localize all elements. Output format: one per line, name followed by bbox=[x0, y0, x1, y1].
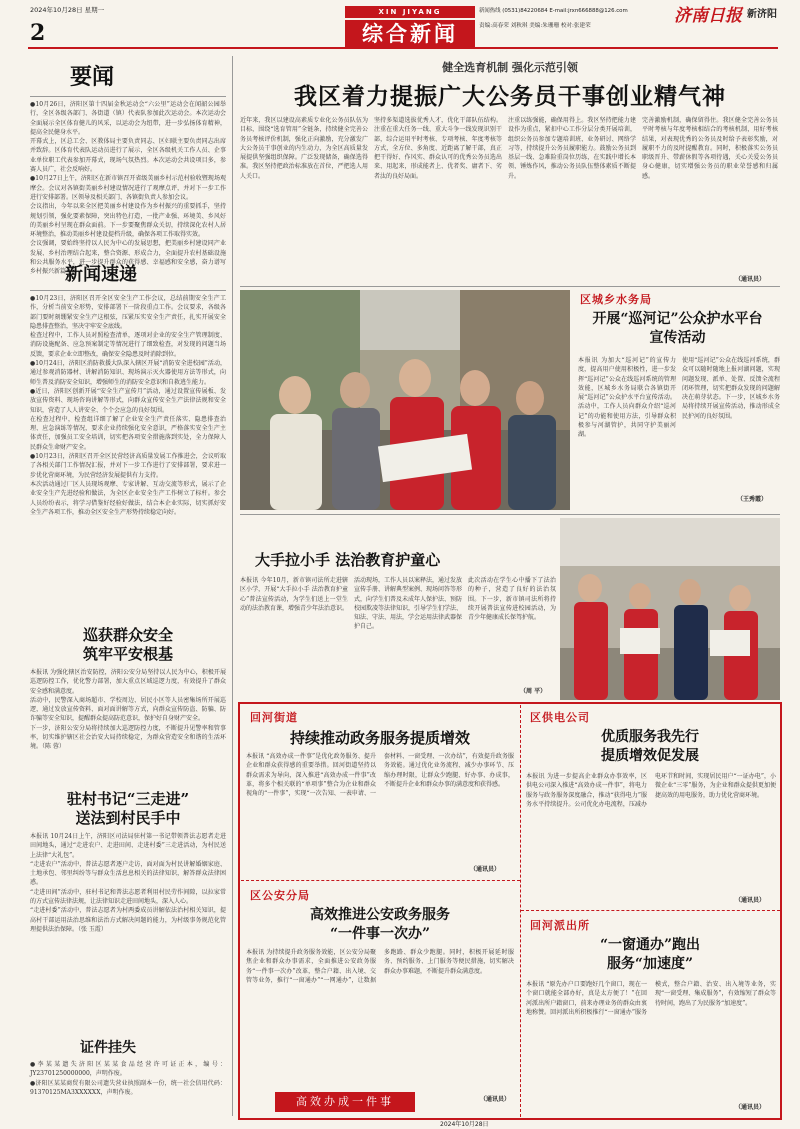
zhengjian-title: 证件挂失 bbox=[80, 1040, 136, 1056]
lead-headline: 我区着力提振广大公务员干事创业精气神 bbox=[294, 83, 726, 110]
shuiwu-title: 开展“巡河记”公众护水平台 宣传活动 bbox=[592, 311, 763, 346]
lead-kicker: 健全选育机制 强化示范引领 bbox=[442, 61, 578, 74]
xinwen-body: ●10月23日，济阳区召开全区安全生产工作会议，总结前期安全生产工作，分析当前安全形势，安排部署下一阶段重点工作。会议要求，各级各部门要时刻绷紧安全生产这根弦，压紧压实安全生产责任，扎实开展安全隐患排查整治，坚决守牢安全底线。 检查过程中，工作人员对照检查清单，逐项对企业的安全生产管理制度、消防设施配备、应急预案制定等情况进行了细致检查，对发现的问题当场反馈，要求企业立即整改，确保安全隐患及时消除到位。 ●10月24日，济阳区消防救援大队深入辖区开展“消防安全进校园”活动，通过参观消防器材、讲解消防知识、现场演示灭火器使用方法等形式，向师生普及消防安全知识，增强师生的消防安全意识和自救逃生能力。 ●近日，济阳区创新开展“安全生产宣传月”活动，通过设置宣传展板、发放宣传资料、现场咨询讲解等形式，向群众宣传安全生产法律法规和安全知识，营造了人人讲安全、个个会应急的良好氛围。 在检查过程中，检查组详细了解了企业安全生产责任落实、隐患排查治理、应急演练等情况，要求企业持续强化安全意识，严格落实安全生产主体责任，加强员工安全培训，切实把各项安全措施落到实处，全力保障人民群众生命财产安全。 ●10月23日，济阳区召开全区民营经济高质量发展工作推进会，会议听取了各相关部门工作情况汇报，并对下一步工作进行了安排部署，要求进一步优化营商环境，为民营经济发展提供有力支持。 本次活动通过厂区人员现场观摩、专家讲解、互动交流等形式，展示了企业安全生产先进经验和做法，为全区企业安全生产工作树立了标杆。参会人员纷纷表示，将学习借鉴好经验好做法，结合本企业实际，切实抓好安全生产各项工作，推动全区安全生产形势持续稳定向好。 bbox=[30, 295, 226, 516]
huihe-body: 本报讯 “高效办成一件事”是优化政务服务、提升企业和群众获得感的重要举措。回河街道坚持以群众需求为导向，深入推进“高效办成一件事”改革，将多个相关联的“单项事”整合为企业和群众视角的“一件事”，实现“一次告知、一表申请、一套材料、一窗受理、一次办结”，有效提升政务服务效能。通过优化业务流程、减少办事环节、压缩办理时限，让群众少跑腿、好办事、办成事，不断提升企业和群众办事的满意度和获得感。 bbox=[246, 753, 514, 798]
divider bbox=[240, 514, 780, 515]
paper-name: 济南日报 bbox=[674, 6, 742, 26]
fazhi-col-2: 活动现场，工作人员以案释法，通过发放宣传手册、讲解典型案例、现场问答等形式，向学生们普及未成年人保护法、预防校园欺凌等法律知识，引导学生们学法、知法、守法、用法，学会运用法律武器保护自己。 bbox=[354, 577, 463, 631]
paper-sub: 新济阳 bbox=[747, 9, 777, 20]
lead-author: （通讯员） bbox=[735, 276, 766, 283]
efficiency-banner: 高效办成一件事 bbox=[275, 1092, 415, 1112]
huihe-author: （通讯员） bbox=[470, 866, 501, 873]
lead-col-3: 注重以练强能，确保用得上。我区坚持把能力建设作为重点，紧扣中心工作分层分类开展培训，组织公务员参加专题培训班、业务研讨、网络学习等，持续提升公务员履职能力。鼓励公务员到基层一线、急难险重岗位历练，在实践中增长本领、锤炼作风，推动公务员队伍整体素质不断提升。 bbox=[508, 117, 636, 180]
hotline: 新闻热线 (0531)84220684 E-mail:jrxn666888@126.com bbox=[479, 8, 628, 14]
huihe-pcs-title: “一窗通办”跑出 服务“加速度” bbox=[599, 937, 701, 972]
xunji-title: 巡获群众安全 筑牢平安根基 bbox=[82, 626, 173, 663]
shuiwu-col-1: 本报讯 为加大“巡河记”的宣传力度，提高用户使用积极性，进一步发挥“巡河记”公众在线巡河系统的管理效能，区城乡水务局联合各镇街开展“巡河记”公众护水平台宣传活动。活动中，工作人员向群众介绍“巡河记”的功能和使用方法，引导群众积极参与河湖管护，共同守护美丽河湖。 bbox=[578, 357, 676, 439]
fazhi-photo-graphic bbox=[560, 518, 780, 700]
page-number: 2 bbox=[30, 20, 46, 46]
fazhi-photo bbox=[560, 518, 780, 700]
fazhi-col-3: 此次活动在学生心中播下了法治的种子，营造了良好的法治氛围。下一步，新市镇司法所将持续开展普法宣传进校园活动，为青少年健康成长保驾护航。 bbox=[468, 577, 556, 622]
shuiwu-author: （王秀霞） bbox=[737, 496, 768, 503]
fazhi-col-1: 本报讯 今年10月，新市镇司法所走进辖区小学，开展“大手拉小手 法治教育护童心”普法宣传活动，为学生们送上一堂生动的法治教育课，增强青少年法治意识。 bbox=[240, 577, 349, 612]
staff: 责编:高春荣 刘秋琪 美编:朱珊珊 校对:张建荣 bbox=[479, 23, 591, 29]
huihe-org: 回河街道 bbox=[250, 711, 298, 724]
zhucun-title: 驻村书记“三走进” 送法到村民手中 bbox=[66, 790, 190, 827]
yaowen-title: 要闻 bbox=[70, 64, 115, 90]
gongdian-org: 区供电公司 bbox=[530, 711, 590, 724]
huihe-pcs-body: 本报讯 “原先办户口要跑好几个窗口，现在一个窗口就能全部办好，真是太方便了！”在回河派出所户籍窗口，前来办理业务的群众由衷地称赞。回河派出所积极推行“一窗通办”服务模式，整合户籍、治安、出入境等业务，实现“一窗受理、集成服务”，有效缩短了群众等待时间，跑出了为民服务“加速度”。 bbox=[526, 981, 776, 1016]
divider bbox=[30, 290, 226, 291]
lead-col-2: 坚持多渠道选拔优秀人才，优化干部队伍结构。注重在重大任务一线、重大斗争一线发现识别干部，综合运用平时考核、专项考核、年度考核等方式，全方位、多角度、近距离了解干部，真正把干得好、作风实、群众认可的优秀公务员选出来、用起来，形成能者上、优者奖、庸者下、劣者汰的良好局面。 bbox=[374, 117, 502, 180]
shuiwu-org: 区城乡水务局 bbox=[580, 293, 652, 306]
yaowen-body: ●10月26日，济阳区第十四届金秋运动会“六公里”运动会在闻韶公园举行，全区各级各部门、各街道（镇）代表队参加此次运动会。本次运动会全面展示全区体育健儿的风采，以运动会为纽带，进一步弘扬体育精神，提高全民健身水平。 开幕式上，区总工会、区教体局主要负责同志、区妇联主要负责同志出席并致辞。区体育代表队运动员进行了展示，全区各级机关工作人员、企事业单位职工代表参加开幕式，现场气氛热烈。本次运动会共设项目多，参赛人员广，社会反响好。 ●10月27日上午，济阳区在新市镇召开省级美丽乡村示范村验收暨现场观摩会。会议对各镇街美丽乡村建设情况进行了观摩点评，并对下一步工作进行安排部署。区领导及相关部门、各镇街负责人参加会议。 会议指出，今年以来全区把美丽乡村建设作为乡村振兴的重要抓手，坚持规划引领，强化要素保障，突出特色打造，一批产业强、环境美、乡风好的美丽乡村呈现在群众面前。下一步要聚焦群众关切，持续深化农村人居环境整治，推动美丽乡村建设提档升级，确保各项工作取得实效。 会议强调，要始终坚持以人民为中心的发展思想，把美丽乡村建设同产业发展、乡村治理结合起来，整合资源、形成合力，全面提升农村基础设施和公共服务水平，进一步提升群众的获得感、幸福感和安全感，奋力谱写乡村振兴新篇章。 bbox=[30, 101, 226, 276]
column-rule bbox=[232, 56, 233, 1116]
zhengjian-body: ●李某某遗失济阳区某某食品经营许可证正本，编号：JY23701250000000，声明作废。 ●济阳区某某商贸有限公司遗失营业执照副本一份，统一社会信用代码：91370125MA3XXXXXX，声明作废。 bbox=[30, 1061, 226, 1096]
gongdian-body: 本报讯 为进一步提高企业群众办事效率，区供电公司深入推进“高效办成一件事”，将电力服务与政务服务深度融合，推动“获得电力”服务水平持续提升。公司优化办电流程，压减办电环节和时间，实现居民用户“一证办电”，小微企业“三零”服务，为企业和群众提供更加便捷高效的用电服务，助力优化营商环境。 bbox=[526, 773, 776, 808]
gongan-author: （通讯员） bbox=[480, 1096, 511, 1103]
huihe-pcs-author: （通讯员） bbox=[735, 1104, 766, 1111]
gongdian-title: 优质服务我先行 提质增效促发展 bbox=[601, 729, 699, 764]
lead-col-4: 完善激励机制，确保留得住。我区健全完善公务员平时考核与年度考核相结合的考核机制，用好考核结果，对表现优秀的公务员及时给予表彰奖励，对履职不力的及时提醒教育。同时，积极落实公务员职级晋升、带薪休假等各项待遇，关心关爱公务员身心健康，切实增强公务员的职业荣誉感和归属感。 bbox=[642, 117, 778, 180]
zhucun-body: 本报讯 10月24日上午，济阳区司法局驻村第一书记带领普法志愿者走进田间地头，通过“走进农户、走进田间、走进村委”三走进活动，为村民送上法律“大礼包”。 “走进农户”活动中，普法志愿者逐户走访，面对面为村民讲解婚姻家庭、土地承包、邻里纠纷等与群众生活息息相关的法律知识，解答群众法律困惑。 “走进田间”活动中，驻村书记和普法志愿者利用村民劳作间隙，以拉家常的方式宣传法律法规，让法律知识走进田间地头，深入人心。 “走进村委”活动中，普法志愿者为村两委成员讲解依法治村相关知识，提高村干部运用法治思维和法治方式解决问题的能力，为村级事务规范化管理提供法治保障。（张 玉霞） bbox=[30, 833, 226, 933]
issue-date: 2024年10月28日 星期一 bbox=[30, 6, 105, 14]
box-divider-h bbox=[521, 910, 780, 911]
divider bbox=[30, 96, 226, 97]
shuiwu-photo bbox=[240, 290, 570, 510]
fazhi-author: （周 平） bbox=[520, 688, 547, 695]
xinwen-title: 新闻速递 bbox=[65, 264, 137, 285]
footer-date: 2024年10月28日 bbox=[440, 1121, 489, 1128]
shuiwu-col-2: 使用“巡河记”公众在线巡河系统，群众可以随时随地上报河湖问题，实现问题发现、派单、处置、反馈全流程闭环管理，切实把群众发现的问题解决在萌芽状态。下一步，区城乡水务局将持续开展宣传活动，推动形成全民护河的良好氛围。 bbox=[682, 357, 780, 420]
masthead-rule bbox=[28, 47, 778, 49]
section-title: 综合新闻 bbox=[345, 20, 475, 48]
gongdian-author: （通讯员） bbox=[735, 897, 766, 904]
box-divider-v bbox=[520, 705, 521, 1117]
huihe-title: 持续推动政务服务提质增效 bbox=[289, 729, 470, 747]
gongan-title: 高效推进公安政务服务 “一件事一次办” bbox=[310, 907, 450, 942]
xunji-body: 本报讯 为强化辖区治安防控，济阳公安分局坚持以人民为中心，积极开展巡逻防控工作，优化警力部署，加大重点区域巡逻力度，有效提升了群众安全感和满意度。 活动中，民警深入商场超市、学校周边、居民小区等人员密集场所开展巡逻，通过发放宣传资料、面对面讲解等方式，向群众宣传防盗、防骗、防诈骗等安全知识，提醒群众提高防范意识，保护好自身财产安全。 下一步，济阳公安分局将持续加大巡逻防控力度，不断提升见警率和管事率，切实维护辖区社会治安大局持续稳定，为群众营造安全和谐的生活环境。（陈 蓉） bbox=[30, 669, 226, 751]
box-divider-h bbox=[241, 880, 520, 881]
gongan-body: 本报讯 为持续提升政务服务效能，区公安分局聚焦企业和群众办事需求，全面推进公安政务服务“一件事一次办”改革，整合户籍、出入境、交管等业务，推行“一窗通办”“一网通办”，让数据多跑路、群众少跑腿。同时，积极开展延时服务、预约服务、上门服务等便民措施，切实解决群众办事难题，不断提升群众满意度。 bbox=[246, 949, 514, 984]
gongan-org: 区公安分局 bbox=[250, 889, 310, 902]
huihe-pcs-org: 回河派出所 bbox=[530, 919, 590, 932]
lead-col-1: 近年来，我区以建设高素质专业化公务员队伍为目标，围绕“选育管用”全链条，持续健全完善公务员考核评价机制，强化正向激励，充分激发广大公务员干事创业的内生动力，为全区高质量发展提供坚强组织保障。广泛发现储备，确保选得准。我区坚持把政治标准放在首位，严把选人用人关口。 bbox=[240, 117, 368, 180]
shuiwu-photo-graphic bbox=[240, 290, 570, 510]
fazhi-headline: 大手拉小手 法治教育护童心 bbox=[255, 551, 441, 569]
pinyin-banner: XIN JIYANG bbox=[345, 6, 475, 18]
divider bbox=[240, 286, 780, 287]
